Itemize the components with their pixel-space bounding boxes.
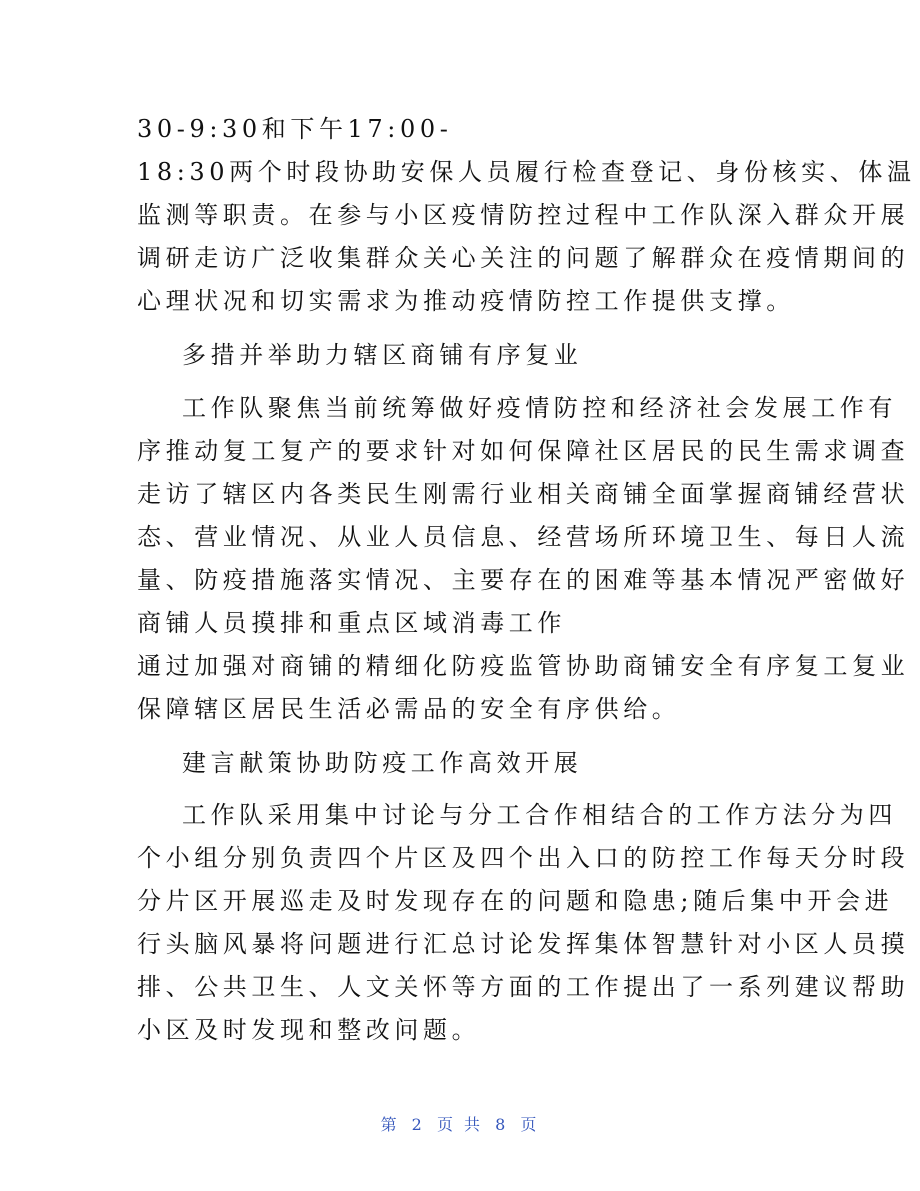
section-heading: 建言献策协助防疫工作高效开展 xyxy=(182,749,583,777)
body-text-line: 走访了辖区内各类民生刚需行业相关商铺全面掌握商铺经营状 xyxy=(137,480,910,508)
body-text-line: 量、防疫措施落实情况、主要存在的困难等基本情况严密做好 xyxy=(137,566,910,594)
body-text-line: 30-9:30和下午17:00- xyxy=(137,115,453,143)
body-text-line: 工作队聚焦当前统筹做好疫情防控和经济社会发展工作有 xyxy=(182,394,897,422)
body-text-line: 监测等职责。在参与小区疫情防控过程中工作队深入群众开展 xyxy=(137,201,910,229)
footer-suffix: 页 xyxy=(520,1115,540,1134)
footer-prefix: 第 xyxy=(380,1115,400,1134)
current-page-number: 2 xyxy=(411,1115,425,1134)
page-number-footer xyxy=(0,1112,920,1135)
body-text-line: 保障辖区居民生活必需品的安全有序供给。 xyxy=(137,695,681,723)
body-text-line: 通过加强对商铺的精细化防疫监管协助商铺安全有序复工复业 xyxy=(137,652,910,680)
body-text-line: 商铺人员摸排和重点区域消毒工作 xyxy=(137,609,566,637)
body-text-line: 排、公共卫生、人文关怀等方面的工作提出了一系列建议帮助 xyxy=(137,973,910,1001)
body-text-line: 调研走访广泛收集群众关心关注的问题了解群众在疫情期间的 xyxy=(137,244,910,272)
body-text-line: 分片区开展巡走及时发现存在的问题和隐患;随后集中开会进 xyxy=(137,887,894,915)
footer-middle: 页 共 xyxy=(436,1115,484,1134)
body-text-line: 心理状况和切实需求为推动疫情防控工作提供支撑。 xyxy=(137,287,795,315)
total-page-count: 8 xyxy=(495,1115,509,1134)
body-text-line: 行头脑风暴将问题进行汇总讨论发挥集体智慧针对小区人员摸 xyxy=(137,930,910,958)
body-text-line: 个小组分别负责四个片区及四个出入口的防控工作每天分时段 xyxy=(137,844,910,872)
body-text-line: 态、营业情况、从业人员信息、经营场所环境卫生、每日人流 xyxy=(137,523,910,551)
body-text-line: 18:30两个时段协助安保人员履行检查登记、身份核实、体温 xyxy=(137,158,916,186)
section-heading: 多措并举助力辖区商铺有序复业 xyxy=(182,341,583,369)
body-text-line: 序推动复工复产的要求针对如何保障社区居民的民生需求调查 xyxy=(137,437,910,465)
body-text-line: 小区及时发现和整改问题。 xyxy=(137,1016,481,1044)
body-text-line: 工作队采用集中讨论与分工合作相结合的工作方法分为四 xyxy=(182,801,897,829)
